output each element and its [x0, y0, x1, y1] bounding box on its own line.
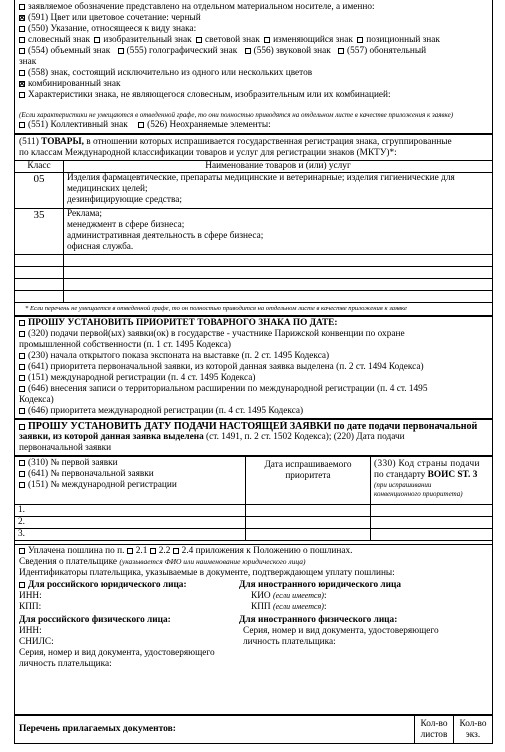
filing-date-section: ПРОШУ УСТАНОВИТЬ ДАТУ ПОДАЧИ НАСТОЯЩЕЙ ЗАЯВКИ по дате подачи первоначальной заявки, из которой данная заявка выделена (ст. 1491, п. 2 ст. 1502 Кодекса); (220) Дата подачи первоначальной заявки [19, 420, 478, 454]
checkbox[interactable] [19, 471, 25, 477]
checkbox[interactable] [19, 320, 25, 326]
checkbox[interactable] [19, 408, 25, 414]
checkbox[interactable] [19, 37, 25, 43]
table-row [15, 172, 492, 208]
payer-left: Для российского юридического лица: ИНН: КПП: Для российского физического лица: ИНН: СНИЛС: Серия, номер и вид документа, удостоверяющего личность плательщика: [19, 579, 215, 669]
class-number: 05 [15, 172, 64, 208]
checkbox[interactable] [19, 548, 25, 554]
table-row: 1. [15, 504, 492, 516]
payer-right: Для иностранного юридического лица КИО (если имеется): КПП (если имеется): Для иностранного физического лица: Серия, номер и вид документа, удостоверяющего личность плательщика: [239, 579, 439, 647]
checkbox[interactable] [19, 70, 25, 76]
material-carrier-row: заявляемое обозначение представлено на отдельном материальном носителе, а именно: [19, 2, 488, 13]
checkbox[interactable] [264, 37, 270, 43]
checkbox[interactable] [19, 386, 25, 392]
mark-kind-label: (550) Указание, относящееся к виду знака: [19, 24, 488, 35]
col-header-name: Наименование товаров и (или) услуг [64, 161, 493, 173]
checkbox[interactable] [19, 424, 25, 430]
checkbox[interactable] [19, 353, 25, 359]
goods-footnote: * Если перечень не умещается в отведенной графе, то он полностью приводится на отдельном листе в качестве приложения к заявке [25, 304, 407, 312]
checkbox[interactable] [94, 37, 100, 43]
table-row-empty [15, 278, 492, 290]
checkbox[interactable] [19, 375, 25, 381]
priority-title: ПРОШУ УСТАНОВИТЬ ПРИОРИТЕТ ТОВАРНОГО ЗНАКА ПО ДАТЕ: [19, 318, 488, 329]
checkbox[interactable] [138, 122, 144, 128]
checkbox-checked[interactable] [19, 81, 25, 87]
checkbox[interactable] [196, 37, 202, 43]
goods-table [15, 160, 492, 303]
table-row-empty [15, 266, 492, 278]
checkbox[interactable] [19, 26, 25, 32]
table-row: 2. [15, 516, 492, 528]
table-row-empty [15, 254, 492, 266]
application-form [14, 0, 493, 744]
goods-list: Изделия фармацевтические, препараты медицинские и ветеринарные; изделия гигиенические для медицинских целей; дезинфицирующие средства; [64, 172, 493, 208]
goods-intro: (511) ТОВАРЫ, в отношении которых испрашивается государственная регистрация знака, сгруппированные [19, 137, 452, 148]
checkbox[interactable] [19, 48, 25, 54]
goods-section [15, 135, 492, 160]
checkbox[interactable] [19, 4, 25, 10]
checkbox[interactable] [19, 482, 25, 488]
checkbox[interactable] [19, 122, 25, 128]
characteristics-row: Характеристики знака, не являющегося словесным, изобразительным или их комбинацией: [19, 90, 488, 101]
mark-kind-row-1: словесный знак изобразительный знак световой знак изменяющийся знак позиционный знак [19, 35, 488, 46]
checkbox[interactable] [19, 92, 25, 98]
znak-continuation: знак [19, 56, 37, 67]
applications-table: (310) № первой заявки (641) № первоначальной заявки (151) № международной регистрации Дата испрашиваемого приоритета (330) Код страны подачи по стандарту ВОИС ST. 3 (при испрашивании конвенционного приоритета) 1. 2. 3. [15, 455, 492, 541]
mark-type-section [15, 0, 492, 131]
priority-section: ПРОШУ УСТАНОВИТЬ ПРИОРИТЕТ ТОВАРНОГО ЗНАКА ПО ДАТЕ: (320) подачи первой(ых) заявки(ок) в государстве - участнике Парижской конвенции по охране промышленной собственности (п. 1 ст. 1495 Кодекса) (230) начала открытого показа экспоната на выставке (п. 2 ст. 1495 Кодекса) (641) приоритета первоначальной заявки, из которой данная заявка выделена (п. 2 ст. 1494 Кодекса) (151) международной регистрации (п. 4 ст. 1495 Кодекса) (646) внесения записи о территориальном расширении по международной регистрации (п. 4 ст. 1495 Кодекса) (646) приоритета международной регистрации (п. 4 ст. 1495 Кодекса) [15, 317, 492, 418]
color-row: (591) Цвет или цветовое сочетание: черный [19, 13, 488, 24]
class-number: 35 [15, 208, 64, 254]
checkbox[interactable] [357, 37, 363, 43]
checkbox-checked[interactable] [19, 15, 25, 21]
checkbox[interactable] [338, 48, 344, 54]
table-row: 3. [15, 528, 492, 540]
goods-list: Реклама; менеджмент в сфере бизнеса; административная деятельность в сфере бизнеса; офисная служба. [64, 208, 493, 254]
table-row-empty [15, 290, 492, 302]
checkbox[interactable] [118, 48, 124, 54]
checkbox[interactable] [19, 582, 25, 588]
collective-row: (551) Коллективный знак (526) Неохраняемые элементы: [19, 120, 488, 131]
col-header-class: Класс [15, 161, 64, 173]
goods-intro-line2: по классам Международной классификации товаров и услуг для регистрации знаков (МКТУ)*: [19, 148, 397, 159]
checkbox[interactable] [150, 548, 156, 554]
fee-section: Уплачена пошлина по п. 2.1 2.2 2.4 приложения к Положению о пошлинах. Сведения о плательщике (указывается ФИО или наименование юридического лица) Идентификаторы плательщика, указываемые в документе, подтверждающем уплату пошлины: Для российского юридического лица: ИНН: КПП: Для российского физического лица: ИНН: СНИЛС: Серия, номер и вид документа, удостоверяющего личность плательщика: Для иностранного юридического лица КИО (если имеется): КПП (если имеется): Для иностранного физического лица: Серия, номер и вид документа, удостоверяющего личность плательщика: [15, 545, 492, 681]
checkbox[interactable] [127, 548, 133, 554]
checkbox[interactable] [245, 48, 251, 54]
mark-kind-row-2: (554) объемный знак (555) голографический знак (556) звуковой знак (557) обонятельный [19, 46, 488, 57]
checkbox[interactable] [173, 548, 179, 554]
checkbox[interactable] [19, 364, 25, 370]
checkbox[interactable] [19, 460, 25, 466]
checkbox[interactable] [19, 331, 25, 337]
color-mark-row: (558) знак, состоящий исключительно из одного или нескольких цветов [19, 68, 488, 79]
combined-mark-row: комбинированный знак [19, 79, 488, 90]
characteristics-note: (Если характеристики не умещаются в отведенной графе, то они полностью приводятся на отдельном листе в качестве приложения к заявке) [19, 110, 454, 119]
table-row [15, 208, 492, 254]
documents-table: Перечень прилагаемых документов: Кол-во листов Кол-во экз. [15, 714, 492, 743]
